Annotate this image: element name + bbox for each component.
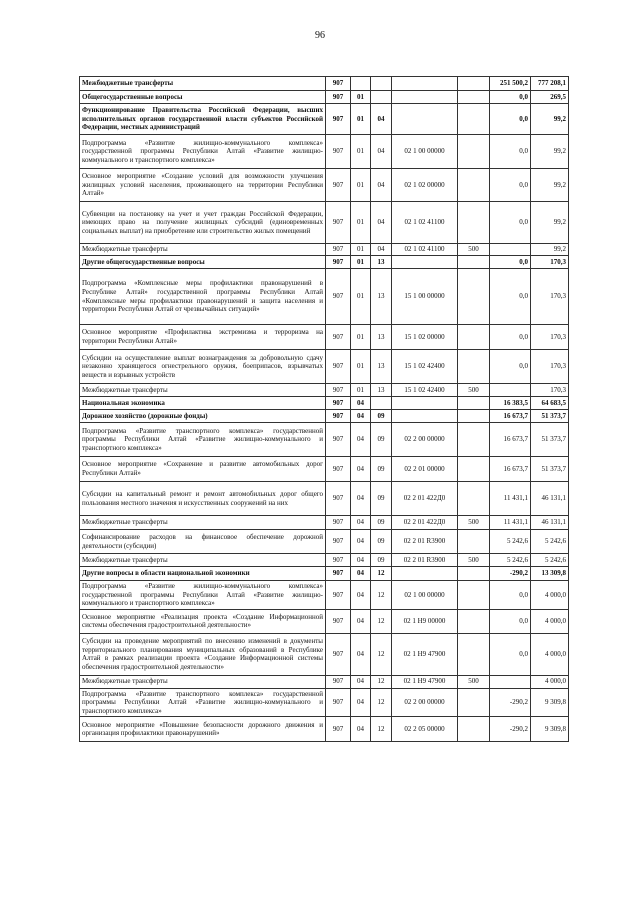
- cell-expense-type: [458, 423, 490, 457]
- cell-amount-change: 0,0: [490, 350, 531, 384]
- cell-grbs: 907: [326, 516, 351, 530]
- cell-expense-type: [458, 397, 490, 410]
- cell-grbs: 907: [326, 169, 351, 202]
- cell-amount-total: 170,3: [531, 384, 569, 397]
- cell-description: Основное мероприятие «Создание условий для возможности улучшения жилищных условий населения, проживающего на территории Республики Алтай»: [80, 169, 326, 202]
- table-row: [80, 202, 569, 244]
- cell-section: 01: [351, 104, 371, 135]
- table-row: [80, 675, 569, 688]
- cell-description: Другие вопросы в области национальной экономики: [80, 567, 326, 581]
- cell-description: Субсидии на проведение мероприятий по внесению изменений в документы территориального планирования муниципальных образований в Республике Алтай в рамках реализации проекта «Создание Информационной системы обеспечения градостроительной деятельности»: [80, 633, 326, 675]
- table-row: [80, 530, 569, 554]
- table-row: [80, 91, 569, 104]
- cell-amount-change: 0,0: [490, 325, 531, 350]
- cell-target-article: 02 1 Н9 00000: [392, 609, 458, 633]
- cell-expense-type: [458, 410, 490, 423]
- table-row: [80, 567, 569, 581]
- cell-grbs: 907: [326, 530, 351, 554]
- cell-subsection: 04: [371, 169, 392, 202]
- cell-description: Субсидии на осуществление выплат вознаграждения за добровольную сдачу незаконно хранящегося огнестрельного оружия, боеприпасов, взрывчатых веществ и взрывных устройств: [80, 350, 326, 384]
- cell-subsection: 13: [371, 350, 392, 384]
- cell-grbs: 907: [326, 423, 351, 457]
- cell-subsection: 12: [371, 567, 392, 581]
- cell-grbs: 907: [326, 482, 351, 516]
- cell-expense-type: [458, 567, 490, 581]
- cell-expense-type: 500: [458, 516, 490, 530]
- cell-target-article: 02 1 Н9 47900: [392, 675, 458, 688]
- cell-expense-type: 500: [458, 675, 490, 688]
- cell-amount-total: 170,3: [531, 256, 569, 269]
- cell-target-article: 02 1 02 41100: [392, 202, 458, 244]
- cell-description: Межбюджетные трансферты: [80, 675, 326, 688]
- cell-amount-change: 0,0: [490, 135, 531, 169]
- cell-amount-total: 4 000,0: [531, 581, 569, 610]
- table-row: [80, 384, 569, 397]
- cell-expense-type: [458, 104, 490, 135]
- cell-expense-type: [458, 269, 490, 325]
- table-row: [80, 256, 569, 269]
- cell-amount-change: 16 673,7: [490, 423, 531, 457]
- cell-description: Подпрограмма «Развитие жилищно-коммунального комплекса» государственной программы Республики Алтай «Развитие жилищно-коммунального и транспортного комплекса»: [80, 581, 326, 610]
- cell-grbs: 907: [326, 244, 351, 256]
- cell-target-article: 02 2 00 00000: [392, 423, 458, 457]
- cell-description: Подпрограмма «Комплексные меры профилактики правонарушений в Республике Алтай» государственной программы Республики Алтай «Комплексные меры профилактики правонарушений и защита населения и территории Республики Алтай от чрезвычайных ситуаций»: [80, 269, 326, 325]
- table-row: [80, 482, 569, 516]
- table-row: [80, 516, 569, 530]
- table-row: [80, 717, 569, 742]
- cell-section: 04: [351, 567, 371, 581]
- cell-amount-change: 11 431,1: [490, 482, 531, 516]
- table-row: [80, 77, 569, 91]
- cell-amount-change: [490, 244, 531, 256]
- cell-grbs: 907: [326, 269, 351, 325]
- cell-description: Межбюджетные трансферты: [80, 554, 326, 567]
- table-row: [80, 688, 569, 717]
- cell-target-article: 15 1 02 42400: [392, 350, 458, 384]
- cell-target-article: 15 1 00 00000: [392, 269, 458, 325]
- cell-section: 04: [351, 457, 371, 482]
- cell-amount-total: 51 373,7: [531, 457, 569, 482]
- cell-amount-change: 0,0: [490, 256, 531, 269]
- cell-expense-type: [458, 135, 490, 169]
- cell-amount-change: 0,0: [490, 581, 531, 610]
- cell-section: 01: [351, 384, 371, 397]
- cell-amount-total: 13 309,8: [531, 567, 569, 581]
- cell-amount-change: 11 431,1: [490, 516, 531, 530]
- cell-amount-total: 46 131,1: [531, 516, 569, 530]
- cell-subsection: 09: [371, 423, 392, 457]
- cell-grbs: 907: [326, 256, 351, 269]
- cell-amount-total: 99,2: [531, 169, 569, 202]
- cell-subsection: 04: [371, 244, 392, 256]
- cell-amount-change: 0,0: [490, 91, 531, 104]
- cell-description: Общегосударственные вопросы: [80, 91, 326, 104]
- cell-section: 04: [351, 633, 371, 675]
- cell-amount-change: 16 673,7: [490, 410, 531, 423]
- cell-grbs: 907: [326, 410, 351, 423]
- cell-section: 04: [351, 554, 371, 567]
- cell-grbs: 907: [326, 104, 351, 135]
- cell-grbs: 907: [326, 202, 351, 244]
- cell-expense-type: [458, 350, 490, 384]
- cell-target-article: 02 2 05 00000: [392, 717, 458, 742]
- cell-description: Межбюджетные трансферты: [80, 77, 326, 91]
- cell-section: 04: [351, 530, 371, 554]
- cell-grbs: 907: [326, 567, 351, 581]
- cell-target-article: 02 1 00 00000: [392, 135, 458, 169]
- cell-subsection: [371, 77, 392, 91]
- cell-amount-change: 0,0: [490, 609, 531, 633]
- cell-grbs: 907: [326, 397, 351, 410]
- cell-section: 01: [351, 202, 371, 244]
- cell-section: 01: [351, 169, 371, 202]
- cell-target-article: 02 1 02 41100: [392, 244, 458, 256]
- cell-section: 04: [351, 516, 371, 530]
- cell-grbs: 907: [326, 675, 351, 688]
- budget-table: [79, 76, 569, 742]
- cell-amount-total: 269,5: [531, 91, 569, 104]
- cell-subsection: 04: [371, 202, 392, 244]
- table-row: [80, 269, 569, 325]
- cell-description: Основное мероприятие «Сохранение и развитие автомобильных дорог Республики Алтай»: [80, 457, 326, 482]
- cell-expense-type: [458, 77, 490, 91]
- cell-expense-type: [458, 256, 490, 269]
- cell-amount-total: 46 131,1: [531, 482, 569, 516]
- cell-amount-total: 4 000,0: [531, 675, 569, 688]
- cell-subsection: 09: [371, 554, 392, 567]
- cell-grbs: 907: [326, 688, 351, 717]
- cell-amount-change: -290,2: [490, 567, 531, 581]
- cell-target-article: [392, 104, 458, 135]
- cell-description: Субсидии на капитальный ремонт и ремонт автомобильных дорог общего пользования местного значения и искусственных сооружений на них: [80, 482, 326, 516]
- cell-amount-total: 9 309,8: [531, 717, 569, 742]
- cell-expense-type: 500: [458, 384, 490, 397]
- cell-grbs: 907: [326, 581, 351, 610]
- cell-amount-change: 0,0: [490, 169, 531, 202]
- cell-subsection: 13: [371, 325, 392, 350]
- cell-subsection: 09: [371, 530, 392, 554]
- cell-subsection: [371, 91, 392, 104]
- cell-amount-total: 99,2: [531, 135, 569, 169]
- table-row: [80, 350, 569, 384]
- cell-expense-type: [458, 169, 490, 202]
- cell-subsection: 12: [371, 675, 392, 688]
- cell-target-article: 02 2 01 422Д0: [392, 516, 458, 530]
- cell-subsection: [371, 397, 392, 410]
- table-row: [80, 423, 569, 457]
- cell-expense-type: [458, 202, 490, 244]
- cell-expense-type: [458, 482, 490, 516]
- cell-amount-change: [490, 675, 531, 688]
- cell-description: Подпрограмма «Развитие транспортного комплекса» государственной программы Республики Алтай «Развитие жилищно-коммунального и транспортного комплекса»: [80, 423, 326, 457]
- cell-expense-type: [458, 717, 490, 742]
- cell-grbs: 907: [326, 554, 351, 567]
- cell-target-article: 02 2 01 00000: [392, 457, 458, 482]
- cell-amount-total: 99,2: [531, 202, 569, 244]
- cell-target-article: 15 1 02 42400: [392, 384, 458, 397]
- cell-description: Основное мероприятие «Реализация проекта «Создание Информационной системы обеспечения градостроительной деятельности»: [80, 609, 326, 633]
- cell-expense-type: [458, 688, 490, 717]
- cell-grbs: 907: [326, 325, 351, 350]
- cell-description: Основное мероприятие «Повышение безопасности дорожного движения и организация профилактики правонарушений»: [80, 717, 326, 742]
- cell-expense-type: [458, 581, 490, 610]
- cell-description: Подпрограмма «Развитие жилищно-коммунального комплекса» государственной программы Республики Алтай «Развитие жилищно-коммунального и транспортного комплекса»: [80, 135, 326, 169]
- cell-target-article: [392, 77, 458, 91]
- cell-expense-type: 500: [458, 554, 490, 567]
- cell-section: 04: [351, 410, 371, 423]
- cell-section: 01: [351, 91, 371, 104]
- cell-target-article: 02 2 01 R3900: [392, 554, 458, 567]
- cell-section: 04: [351, 688, 371, 717]
- cell-grbs: 907: [326, 633, 351, 675]
- cell-description: Софинансирование расходов на финансовое обеспечение дорожной деятельности (субсидии): [80, 530, 326, 554]
- cell-target-article: 02 1 Н9 47900: [392, 633, 458, 675]
- cell-amount-total: 51 373,7: [531, 410, 569, 423]
- cell-amount-change: -290,2: [490, 717, 531, 742]
- cell-target-article: [392, 410, 458, 423]
- table-row: [80, 410, 569, 423]
- cell-expense-type: [458, 457, 490, 482]
- cell-expense-type: [458, 609, 490, 633]
- cell-section: 01: [351, 325, 371, 350]
- cell-subsection: 09: [371, 410, 392, 423]
- cell-section: 04: [351, 675, 371, 688]
- cell-description: Другие общегосударственные вопросы: [80, 256, 326, 269]
- cell-section: 01: [351, 244, 371, 256]
- cell-section: 01: [351, 135, 371, 169]
- cell-description: Основное мероприятие «Профилактика экстремизма и терроризма на территории Республики Алтай»: [80, 325, 326, 350]
- cell-grbs: 907: [326, 609, 351, 633]
- cell-amount-total: 5 242,6: [531, 530, 569, 554]
- table-row: [80, 397, 569, 410]
- table-row: [80, 169, 569, 202]
- cell-subsection: 04: [371, 104, 392, 135]
- cell-expense-type: [458, 530, 490, 554]
- cell-amount-total: 99,2: [531, 244, 569, 256]
- page-number: 96: [315, 30, 325, 41]
- cell-grbs: 907: [326, 717, 351, 742]
- cell-subsection: 12: [371, 609, 392, 633]
- cell-amount-change: 5 242,6: [490, 530, 531, 554]
- cell-amount-change: 16 383,5: [490, 397, 531, 410]
- cell-subsection: 09: [371, 482, 392, 516]
- cell-subsection: 13: [371, 269, 392, 325]
- table-row: [80, 244, 569, 256]
- cell-subsection: 12: [371, 688, 392, 717]
- cell-amount-change: 0,0: [490, 269, 531, 325]
- cell-subsection: 12: [371, 581, 392, 610]
- cell-description: Подпрограмма «Развитие транспортного комплекса» государственной программы Республики Алтай «Развитие жилищно-коммунального и транспортного комплекса»: [80, 688, 326, 717]
- cell-subsection: 04: [371, 135, 392, 169]
- cell-amount-change: 0,0: [490, 202, 531, 244]
- table-row: [80, 609, 569, 633]
- cell-section: 01: [351, 350, 371, 384]
- cell-subsection: 13: [371, 384, 392, 397]
- cell-target-article: [392, 91, 458, 104]
- cell-amount-change: 0,0: [490, 633, 531, 675]
- cell-target-article: 02 2 01 422Д0: [392, 482, 458, 516]
- cell-expense-type: [458, 91, 490, 104]
- cell-amount-change: -290,2: [490, 688, 531, 717]
- cell-expense-type: [458, 325, 490, 350]
- cell-target-article: [392, 567, 458, 581]
- table-row: [80, 633, 569, 675]
- cell-subsection: 09: [371, 516, 392, 530]
- cell-description: Межбюджетные трансферты: [80, 384, 326, 397]
- cell-description: Национальная экономика: [80, 397, 326, 410]
- cell-amount-total: 64 683,5: [531, 397, 569, 410]
- cell-expense-type: 500: [458, 244, 490, 256]
- cell-amount-change: 0,0: [490, 104, 531, 135]
- cell-section: 04: [351, 423, 371, 457]
- cell-section: 04: [351, 397, 371, 410]
- table-row: [80, 457, 569, 482]
- cell-description: Функционирование Правительства Российской Федерации, высших исполнительных органов государственной власти субъектов Российской Федерации, местных администраций: [80, 104, 326, 135]
- cell-description: Межбюджетные трансферты: [80, 516, 326, 530]
- cell-target-article: 02 2 01 R3900: [392, 530, 458, 554]
- cell-description: Субвенции на постановку на учет и учет граждан Российской Федерации, имеющих право на получение жилищных субсидий (единовременных социальных выплат) на приобретение или строительство жилых помещений: [80, 202, 326, 244]
- cell-section: 04: [351, 609, 371, 633]
- table-row: [80, 581, 569, 610]
- cell-section: 01: [351, 256, 371, 269]
- table-row: [80, 554, 569, 567]
- cell-target-article: 15 1 02 00000: [392, 325, 458, 350]
- cell-grbs: 907: [326, 135, 351, 169]
- cell-section: [351, 77, 371, 91]
- cell-grbs: 907: [326, 384, 351, 397]
- cell-amount-total: 99,2: [531, 104, 569, 135]
- cell-section: 01: [351, 269, 371, 325]
- cell-amount-total: 4 000,0: [531, 633, 569, 675]
- cell-target-article: [392, 256, 458, 269]
- cell-subsection: 09: [371, 457, 392, 482]
- table-row: [80, 325, 569, 350]
- cell-amount-total: 170,3: [531, 269, 569, 325]
- cell-description: Дорожное хозяйство (дорожные фонды): [80, 410, 326, 423]
- cell-target-article: 02 2 00 00000: [392, 688, 458, 717]
- table-row: [80, 104, 569, 135]
- cell-subsection: 12: [371, 633, 392, 675]
- cell-amount-total: 5 242,6: [531, 554, 569, 567]
- cell-subsection: 13: [371, 256, 392, 269]
- cell-expense-type: [458, 633, 490, 675]
- cell-amount-total: 4 000,0: [531, 609, 569, 633]
- cell-target-article: 02 1 02 00000: [392, 169, 458, 202]
- cell-grbs: 907: [326, 457, 351, 482]
- cell-target-article: [392, 397, 458, 410]
- cell-grbs: 907: [326, 91, 351, 104]
- cell-description: Межбюджетные трансферты: [80, 244, 326, 256]
- table-row: [80, 135, 569, 169]
- cell-amount-total: 51 373,7: [531, 423, 569, 457]
- budget-table-body: [80, 77, 569, 742]
- cell-section: 04: [351, 717, 371, 742]
- cell-amount-total: 9 309,8: [531, 688, 569, 717]
- cell-amount-change: [490, 384, 531, 397]
- cell-amount-total: 170,3: [531, 325, 569, 350]
- cell-section: 04: [351, 581, 371, 610]
- cell-amount-total: 170,3: [531, 350, 569, 384]
- cell-subsection: 12: [371, 717, 392, 742]
- cell-section: 04: [351, 482, 371, 516]
- cell-grbs: 907: [326, 77, 351, 91]
- cell-grbs: 907: [326, 350, 351, 384]
- cell-target-article: 02 1 00 00000: [392, 581, 458, 610]
- cell-amount-change: 5 242,6: [490, 554, 531, 567]
- cell-amount-change: 251 500,2: [490, 77, 531, 91]
- cell-amount-change: 16 673,7: [490, 457, 531, 482]
- cell-amount-total: 777 208,1: [531, 77, 569, 91]
